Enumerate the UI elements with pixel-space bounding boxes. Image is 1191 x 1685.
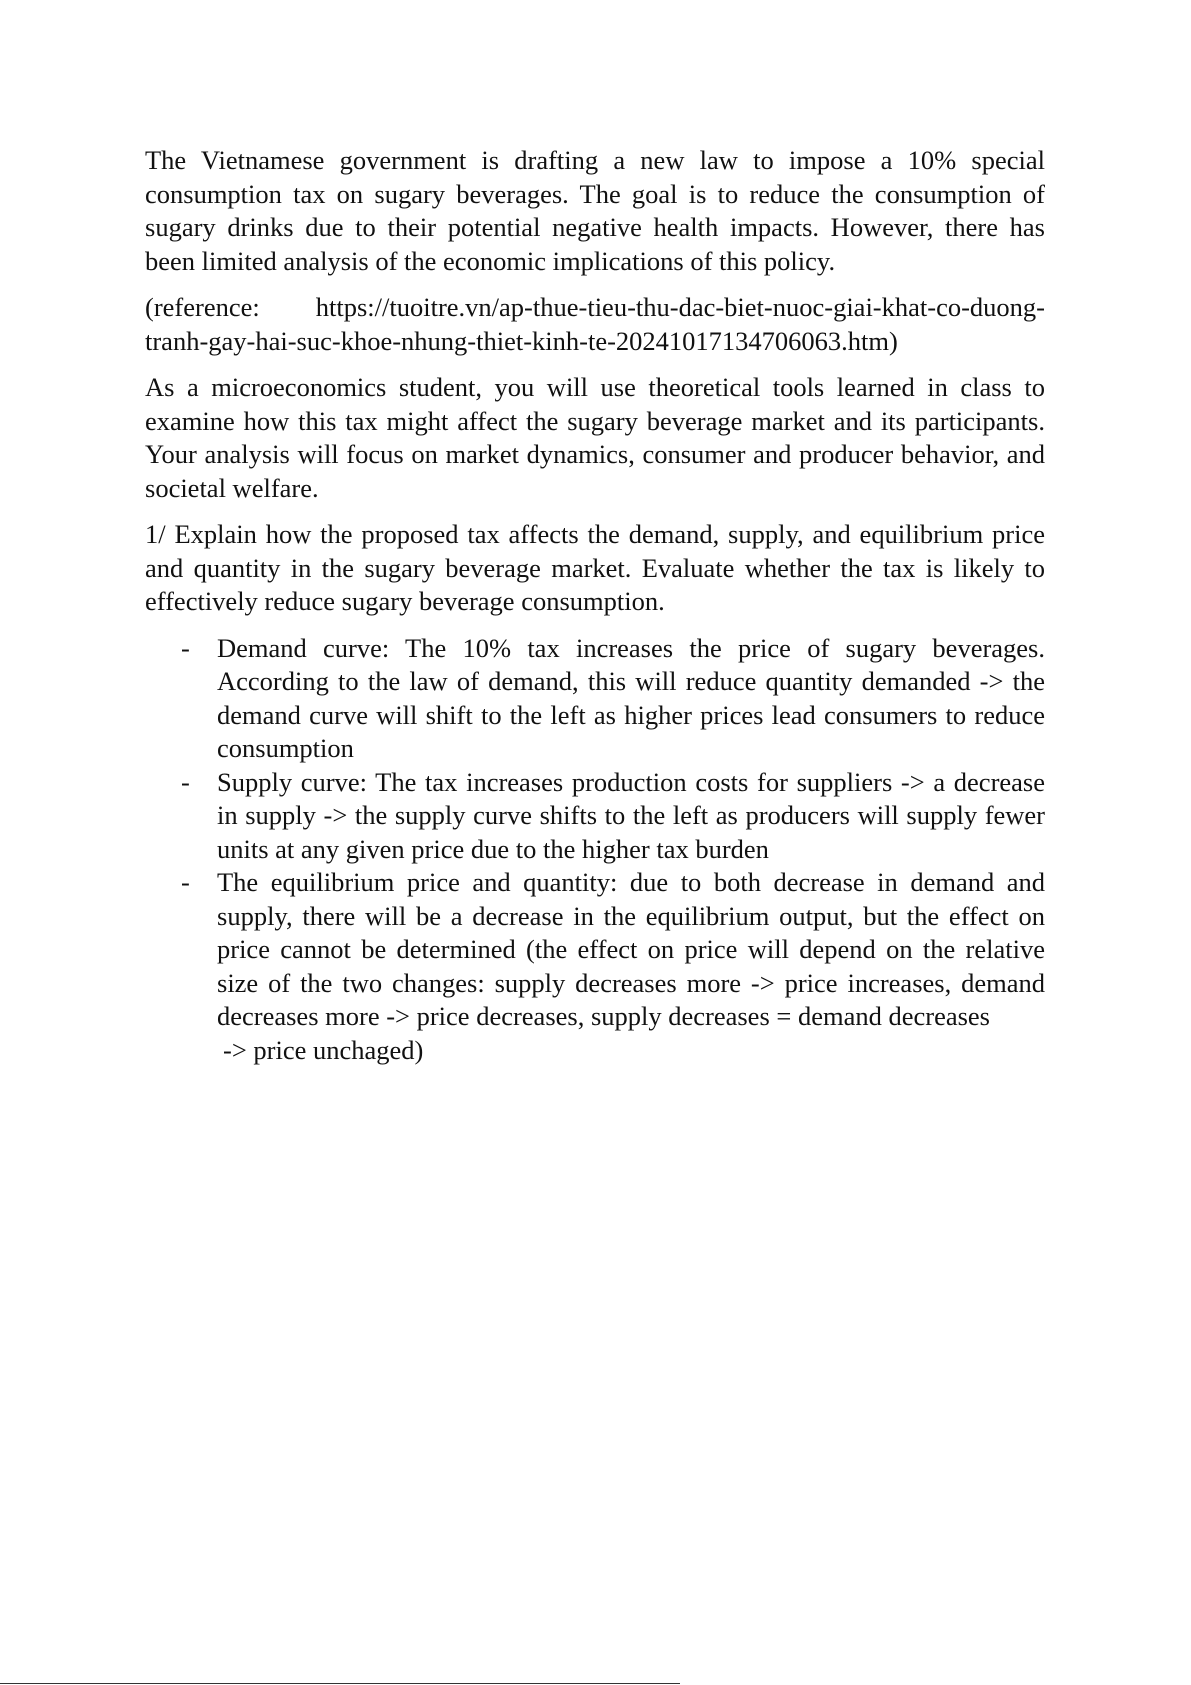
intro-paragraph: The Vietnamese government is drafting a new law to impose a 10% special consumption tax on sugary beverages. The goal is to reduce the consumption of sugary drinks due to their potential negative health impacts. However, there has been limited analysis of the economic implications of this policy. xyxy=(145,145,1045,276)
bullet-demand-curve xyxy=(145,632,1045,766)
reference-paragraph: (reference: https://tuoitre.vn/ap-thue-tieu-thu-dac-biet-nuoc-giai-khat-co-duong-tranh-gay-hai-suc-khoe-nhung-thiet-kinh-te-20241017134706063.htm) xyxy=(145,292,1045,356)
bullet-marker: - xyxy=(181,632,190,663)
document-body xyxy=(145,144,1045,1067)
bullet-marker: - xyxy=(181,867,190,897)
bullet-text: Supply curve: The tax increases production costs for suppliers -> a decrease in supply -> the supply curve shifts to the left as producers will supply fewer units at any given price due to the higher tax burden xyxy=(217,766,1045,864)
answer-bullet-list xyxy=(145,632,1045,1034)
bullet-text: Demand curve: The 10% tax increases the price of sugary beverages. According to the law of demand, this will reduce quantity demanded -> the demand curve will shift to the left as higher prices lead consumers to reduce consumption xyxy=(217,632,1045,763)
bullet-equilibrium xyxy=(145,866,1045,1034)
question-paragraph: 1/ Explain how the proposed tax affects the demand, supply, and equilibrium price and quantity in the sugary beverage market. Evaluate whether the tax is likely to effectively reduce sugary beverage consumption. xyxy=(145,519,1045,616)
bullet-marker: - xyxy=(181,766,190,797)
page-bottom-rule xyxy=(0,1683,680,1684)
context-paragraph: As a microeconomics student, you will use theoretical tools learned in class to examine how this tax might affect the sugary beverage market and its participants. Your analysis will focus on market dynamics, consumer and producer behavior, and societal welfare. xyxy=(145,372,1045,503)
bullet-supply-curve xyxy=(145,766,1045,867)
bullet-text: The equilibrium price and quantity: due to both decrease in demand and supply, there will be a decrease in the equilibrium output, but the effect on price cannot be determined (the effect on price will depend on the relative size of the two changes: supply decreases more -> price increases, demand decreases more -> price decreases, supply decreases = demand decreases xyxy=(217,867,1045,1031)
bullet-continuation: -> price unchaged) xyxy=(223,1034,424,1065)
